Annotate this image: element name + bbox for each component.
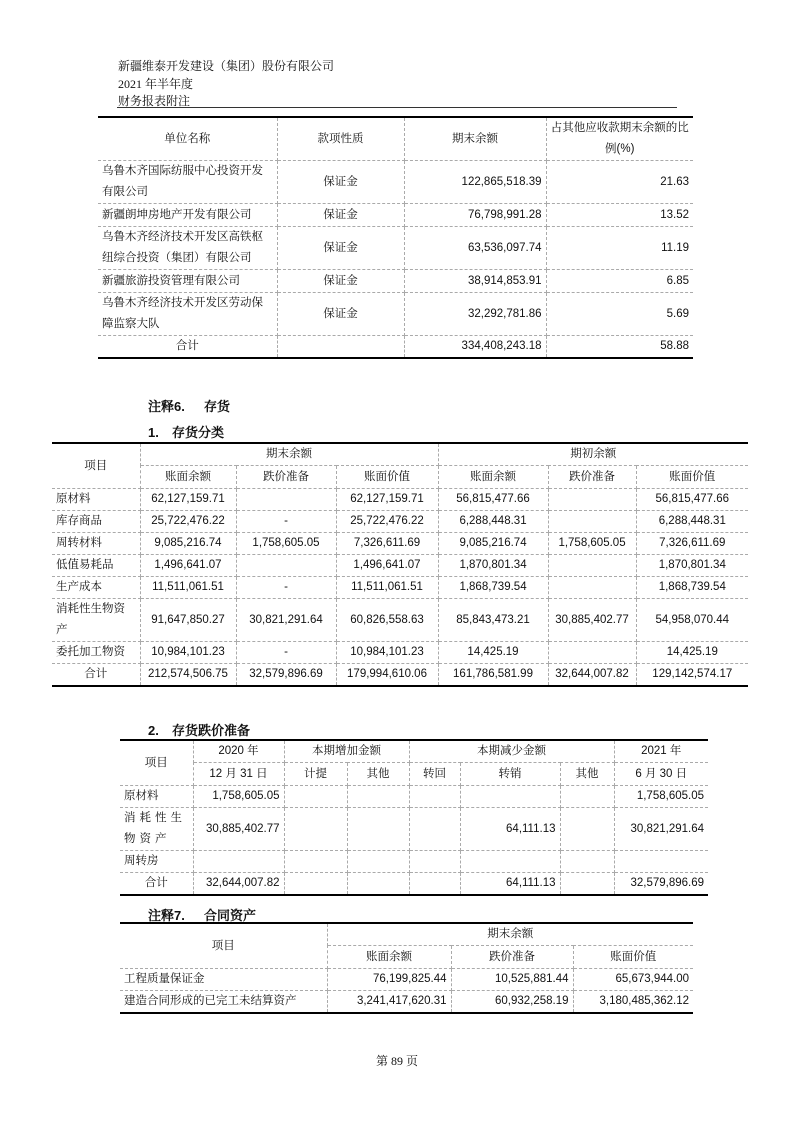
table-cell bbox=[347, 873, 409, 896]
company-name: 新疆维泰开发建设（集团）股份有限公司 bbox=[118, 59, 335, 73]
table-row bbox=[98, 227, 693, 270]
table-cell: 11,511,061.51 bbox=[336, 577, 438, 599]
table-cell: 32,579,896.69 bbox=[614, 873, 708, 896]
table-cell: 10,525,881.44 bbox=[451, 969, 573, 991]
total-row bbox=[98, 336, 693, 359]
table-cell bbox=[193, 851, 284, 873]
table-cell bbox=[460, 786, 560, 808]
column-header: 其他 bbox=[347, 763, 409, 786]
document-title: 财务报表附注 bbox=[118, 94, 191, 108]
column-header: 账面价值 bbox=[636, 466, 748, 489]
table-cell bbox=[284, 873, 347, 896]
column-header: 账面价值 bbox=[573, 946, 693, 969]
column-header: 6 月 30 日 bbox=[614, 763, 708, 786]
sec2-heading: 2. 存货跌价准备 bbox=[148, 723, 251, 738]
table-cell: 10,984,101.23 bbox=[140, 642, 236, 664]
table-cell: 乌鲁木齐国际纺服中心投资开发有限公司 bbox=[98, 161, 277, 204]
sec1-heading: 1. 存货分类 bbox=[148, 425, 225, 440]
header-row bbox=[98, 117, 693, 161]
column-header: 账面余额 bbox=[140, 466, 236, 489]
column-header: 跌价准备 bbox=[451, 946, 573, 969]
header-row bbox=[52, 466, 748, 489]
column-group-header: 期末余额 bbox=[140, 443, 438, 466]
table-cell: 6,288,448.31 bbox=[438, 511, 548, 533]
table-cell: 6.85 bbox=[546, 270, 693, 293]
table-cell: 32,292,781.86 bbox=[404, 293, 546, 336]
table-cell: 14,425.19 bbox=[636, 642, 748, 664]
column-group-header: 期初余额 bbox=[438, 443, 748, 466]
table-cell bbox=[409, 873, 460, 896]
table-cell: 合计 bbox=[52, 664, 140, 687]
column-header: 2021 年 bbox=[614, 740, 708, 763]
header-row bbox=[120, 763, 708, 786]
table-cell: 9,085,216.74 bbox=[140, 533, 236, 555]
table-row bbox=[52, 577, 748, 599]
contract-assets-table bbox=[120, 922, 693, 1014]
table-cell: 保证金 bbox=[277, 293, 404, 336]
column-header: 占其他应收款期末余额的比例(%) bbox=[546, 117, 693, 161]
table-cell: 消耗性生物资产 bbox=[52, 599, 140, 642]
table-row bbox=[98, 161, 693, 204]
table-cell: 保证金 bbox=[277, 270, 404, 293]
table-cell: 1,870,801.34 bbox=[636, 555, 748, 577]
table-cell: 合计 bbox=[98, 336, 277, 359]
table-cell: 5.69 bbox=[546, 293, 693, 336]
table-cell bbox=[460, 851, 560, 873]
table-cell bbox=[284, 851, 347, 873]
table-cell bbox=[347, 851, 409, 873]
table-cell: 9,085,216.74 bbox=[438, 533, 548, 555]
table-cell: 60,932,258.19 bbox=[451, 991, 573, 1014]
column-header: 转回 bbox=[409, 763, 460, 786]
column-group-header: 本期减少金额 bbox=[409, 740, 614, 763]
table-cell: 30,821,291.64 bbox=[614, 808, 708, 851]
table-cell bbox=[347, 808, 409, 851]
table-cell: 334,408,243.18 bbox=[404, 336, 546, 359]
table-cell: 56,815,477.66 bbox=[438, 489, 548, 511]
table-cell bbox=[548, 555, 636, 577]
table-cell: 63,536,097.74 bbox=[404, 227, 546, 270]
column-header: 跌价准备 bbox=[236, 466, 336, 489]
table-cell: 保证金 bbox=[277, 227, 404, 270]
table-cell: 38,914,853.91 bbox=[404, 270, 546, 293]
inventory-classification-table bbox=[52, 442, 748, 687]
table-cell: 30,821,291.64 bbox=[236, 599, 336, 642]
table-cell: 161,786,581.99 bbox=[438, 664, 548, 687]
table-cell: 3,180,485,362.12 bbox=[573, 991, 693, 1014]
column-header: 项目 bbox=[52, 443, 140, 489]
table-cell: 1,496,641.07 bbox=[140, 555, 236, 577]
table-row bbox=[120, 851, 708, 873]
table-cell: 1,868,739.54 bbox=[636, 577, 748, 599]
table-cell: 新疆旅游投资管理有限公司 bbox=[98, 270, 277, 293]
column-header: 账面余额 bbox=[438, 466, 548, 489]
table-cell: 60,826,558.63 bbox=[336, 599, 438, 642]
column-header: 转销 bbox=[460, 763, 560, 786]
table-cell: 工程质量保证金 bbox=[120, 969, 327, 991]
table-row bbox=[120, 786, 708, 808]
table-row bbox=[52, 511, 748, 533]
table-cell: 21.63 bbox=[546, 161, 693, 204]
table-cell: 委托加工物资 bbox=[52, 642, 140, 664]
table-cell: 3,241,417,620.31 bbox=[327, 991, 451, 1014]
table-cell: 10,984,101.23 bbox=[336, 642, 438, 664]
table-cell: - bbox=[236, 511, 336, 533]
table-cell bbox=[548, 577, 636, 599]
report-period: 2021 年半年度 bbox=[118, 77, 194, 91]
table-cell: 库存商品 bbox=[52, 511, 140, 533]
table-cell: 周转房 bbox=[120, 851, 193, 873]
column-group-header: 期末余额 bbox=[327, 923, 693, 946]
table-cell: 乌鲁木齐经济技术开发区高铁枢纽综合投资（集团）有限公司 bbox=[98, 227, 277, 270]
table-row bbox=[120, 991, 693, 1014]
table-row bbox=[120, 808, 708, 851]
table-cell: 1,758,605.05 bbox=[236, 533, 336, 555]
table-cell bbox=[614, 851, 708, 873]
table-cell: 7,326,611.69 bbox=[336, 533, 438, 555]
table-cell bbox=[548, 642, 636, 664]
table-row bbox=[98, 270, 693, 293]
column-header: 计提 bbox=[284, 763, 347, 786]
table-cell: 30,885,402.77 bbox=[193, 808, 284, 851]
table-cell: 58.88 bbox=[546, 336, 693, 359]
table-cell: 62,127,159.71 bbox=[140, 489, 236, 511]
table-cell: 1,758,605.05 bbox=[548, 533, 636, 555]
header-row bbox=[120, 740, 708, 763]
table-cell: 32,644,007.82 bbox=[548, 664, 636, 687]
table-row bbox=[52, 489, 748, 511]
table-cell: 11,511,061.51 bbox=[140, 577, 236, 599]
table-cell bbox=[548, 511, 636, 533]
table-cell: 122,865,518.39 bbox=[404, 161, 546, 204]
column-header: 跌价准备 bbox=[548, 466, 636, 489]
table-cell: 1,758,605.05 bbox=[614, 786, 708, 808]
column-header: 12 月 31 日 bbox=[193, 763, 284, 786]
table-cell bbox=[347, 786, 409, 808]
table-cell bbox=[236, 555, 336, 577]
table-cell bbox=[560, 786, 614, 808]
table-cell bbox=[409, 808, 460, 851]
table-cell: 合计 bbox=[120, 873, 193, 896]
total-row bbox=[52, 664, 748, 687]
table-cell bbox=[560, 873, 614, 896]
table-row bbox=[52, 533, 748, 555]
table-cell: 129,142,574.17 bbox=[636, 664, 748, 687]
table-cell: 新疆朗坤房地产开发有限公司 bbox=[98, 204, 277, 227]
table-cell bbox=[284, 786, 347, 808]
table-row bbox=[98, 293, 693, 336]
table-cell: 7,326,611.69 bbox=[636, 533, 748, 555]
note7-heading: 注释7. 合同资产 bbox=[148, 908, 257, 923]
table-cell: 25,722,476.22 bbox=[336, 511, 438, 533]
table-row bbox=[120, 969, 693, 991]
table-cell: 32,579,896.69 bbox=[236, 664, 336, 687]
table-cell bbox=[409, 851, 460, 873]
table-cell: 91,647,850.27 bbox=[140, 599, 236, 642]
table-row bbox=[52, 599, 748, 642]
table-cell: 85,843,473.21 bbox=[438, 599, 548, 642]
table-cell: 原材料 bbox=[120, 786, 193, 808]
table-cell: 1,870,801.34 bbox=[438, 555, 548, 577]
table-cell: 62,127,159.71 bbox=[336, 489, 438, 511]
table-cell: 56,815,477.66 bbox=[636, 489, 748, 511]
table-cell: 6,288,448.31 bbox=[636, 511, 748, 533]
table-cell: 64,111.13 bbox=[460, 808, 560, 851]
header-row bbox=[120, 923, 693, 946]
table-cell: 54,958,070.44 bbox=[636, 599, 748, 642]
table-cell: 11.19 bbox=[546, 227, 693, 270]
table-cell: 76,199,825.44 bbox=[327, 969, 451, 991]
table-cell: 消耗性生物资产 bbox=[120, 808, 193, 851]
column-header: 期末余额 bbox=[404, 117, 546, 161]
column-group-header: 本期增加金额 bbox=[284, 740, 409, 763]
table-cell: 30,885,402.77 bbox=[548, 599, 636, 642]
table-cell: 13.52 bbox=[546, 204, 693, 227]
table-cell bbox=[236, 489, 336, 511]
table-cell: 保证金 bbox=[277, 161, 404, 204]
page-number: 第 89 页 bbox=[375, 1054, 418, 1068]
table-cell bbox=[409, 786, 460, 808]
header-rule bbox=[117, 107, 677, 108]
column-header: 款项性质 bbox=[277, 117, 404, 161]
table-cell: 65,673,944.00 bbox=[573, 969, 693, 991]
column-header: 单位名称 bbox=[98, 117, 277, 161]
table-cell: 周转材料 bbox=[52, 533, 140, 555]
header-row bbox=[52, 443, 748, 466]
table-cell bbox=[284, 808, 347, 851]
column-header: 账面余额 bbox=[327, 946, 451, 969]
table-cell: 建造合同形成的已完工未结算资产 bbox=[120, 991, 327, 1014]
table-cell: 原材料 bbox=[52, 489, 140, 511]
table-cell: 179,994,610.06 bbox=[336, 664, 438, 687]
table-cell: 32,644,007.82 bbox=[193, 873, 284, 896]
column-header: 项目 bbox=[120, 923, 327, 969]
table-cell: 14,425.19 bbox=[438, 642, 548, 664]
column-header: 2020 年 bbox=[193, 740, 284, 763]
table-cell: 64,111.13 bbox=[460, 873, 560, 896]
column-header: 账面价值 bbox=[336, 466, 438, 489]
table-cell bbox=[560, 808, 614, 851]
table-cell: 76,798,991.28 bbox=[404, 204, 546, 227]
table-cell bbox=[548, 489, 636, 511]
table-cell: 1,496,641.07 bbox=[336, 555, 438, 577]
table-cell bbox=[277, 336, 404, 359]
table-cell: 25,722,476.22 bbox=[140, 511, 236, 533]
table-row bbox=[98, 204, 693, 227]
table-cell: 212,574,506.75 bbox=[140, 664, 236, 687]
table-cell: 1,758,605.05 bbox=[193, 786, 284, 808]
table-cell: 生产成本 bbox=[52, 577, 140, 599]
total-row bbox=[120, 873, 708, 896]
table-cell: 1,868,739.54 bbox=[438, 577, 548, 599]
inventory-impairment-table bbox=[120, 739, 708, 896]
table-cell: 保证金 bbox=[277, 204, 404, 227]
table-cell: 低值易耗品 bbox=[52, 555, 140, 577]
table-cell: - bbox=[236, 577, 336, 599]
table-row bbox=[52, 642, 748, 664]
other-receivables-table bbox=[98, 116, 693, 359]
column-header: 项目 bbox=[120, 740, 193, 786]
table-cell: - bbox=[236, 642, 336, 664]
note6-heading: 注释6. 存货 bbox=[148, 399, 231, 414]
column-header: 其他 bbox=[560, 763, 614, 786]
table-row bbox=[52, 555, 748, 577]
table-cell: 乌鲁木齐经济技术开发区劳动保障监察大队 bbox=[98, 293, 277, 336]
table-cell bbox=[560, 851, 614, 873]
